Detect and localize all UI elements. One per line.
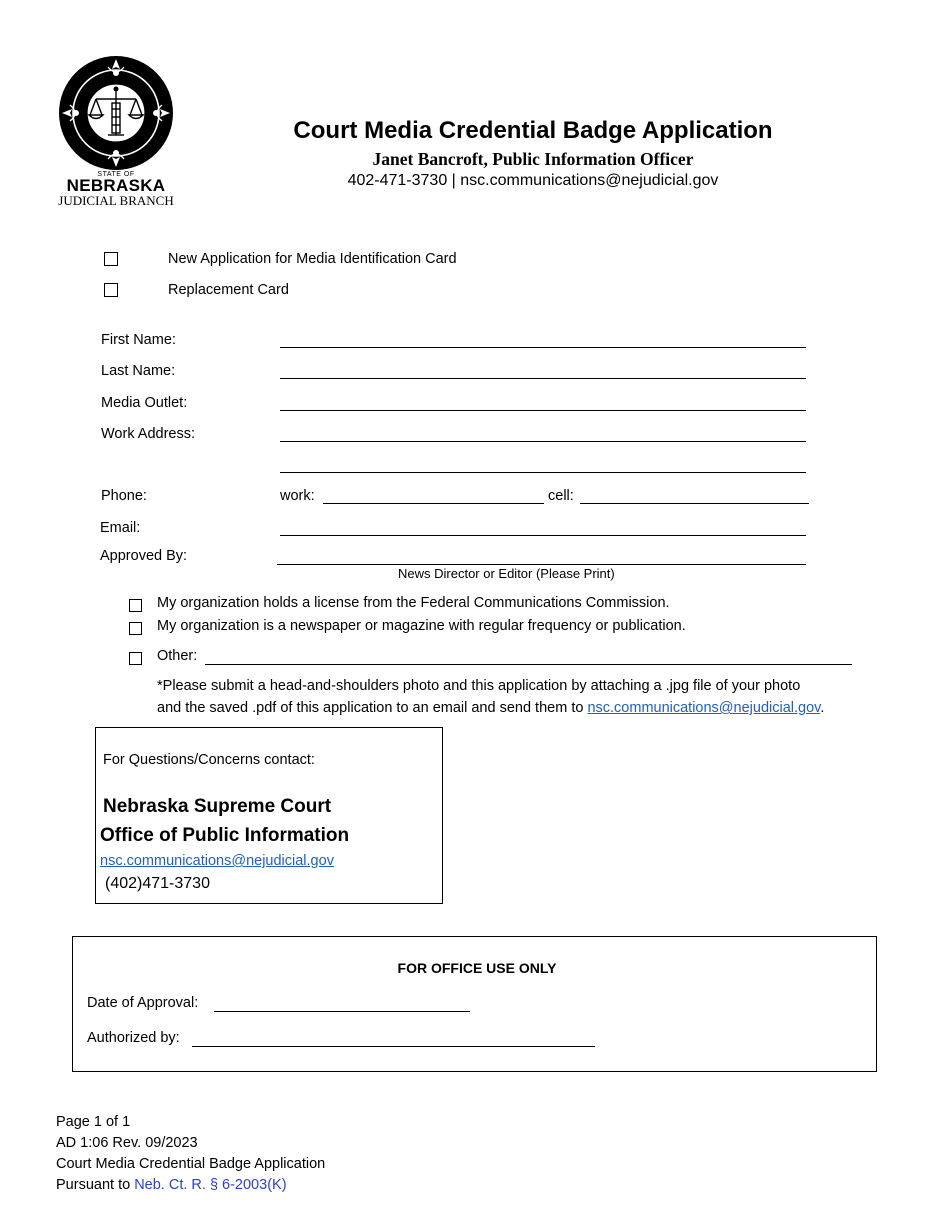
work-phone-field[interactable] [323, 503, 544, 504]
date-of-approval-label: Date of Approval: [87, 995, 199, 1011]
header-email: nsc.communications@nejudicial.gov [460, 172, 719, 189]
footer-page: Page 1 of 1 [56, 1114, 131, 1130]
media-outlet-label: Media Outlet: [101, 395, 188, 411]
contact-phone: (402)471-3730 [105, 875, 210, 892]
email-field[interactable] [280, 535, 806, 536]
newspaper-label: My organization is a newspaper or magazine with regular frequency or publication. [157, 618, 686, 634]
email-label: Email: [100, 520, 141, 536]
seal-state-of: STATE OF [97, 171, 135, 178]
footer-pursuant [56, 1177, 287, 1193]
date-of-approval-field[interactable] [214, 1011, 470, 1012]
replacement-card-label: Replacement Card [168, 282, 289, 298]
fcc-license-label: My organization holds a license from the Federal Communications Commission. [157, 595, 670, 611]
cell-phone-label: cell: [548, 488, 574, 504]
other-checkbox[interactable] [129, 652, 142, 665]
seal-state-name: NEBRASKA [66, 176, 166, 195]
other-field[interactable] [205, 664, 852, 665]
authorized-by-field[interactable] [192, 1046, 595, 1047]
instructions-email-link[interactable]: nsc.communications@nejudicial.gov [587, 700, 821, 716]
header-contact [348, 172, 719, 190]
officer-name: Janet Bancroft, Public Information Officer [372, 149, 694, 169]
newspaper-checkbox[interactable] [129, 622, 142, 635]
last-name-field[interactable] [280, 378, 806, 379]
footer-form-name: Court Media Credential Badge Application [56, 1156, 326, 1172]
header-separator: | [451, 172, 456, 189]
cell-phone-field[interactable] [580, 503, 809, 504]
fcc-license-checkbox[interactable] [129, 599, 142, 612]
instructions-text: and the saved .pdf of this application to an email and send them to [157, 700, 584, 716]
work-address-field-line1[interactable] [280, 441, 806, 442]
media-outlet-field[interactable] [280, 410, 806, 411]
replacement-card-checkbox[interactable] [104, 283, 118, 297]
contact-org-line1: Nebraska Supreme Court [103, 796, 332, 817]
approved-by-caption: News Director or Editor (Please Print) [398, 566, 615, 581]
instructions-period: . [820, 700, 825, 716]
new-application-label: New Application for Media Identification Card [168, 251, 457, 267]
footer-rule-link[interactable]: Neb. Ct. R. § 6-2003(K) [134, 1177, 287, 1193]
approved-by-field[interactable] [277, 564, 806, 565]
seal-branch-name: JUDICIAL BRANCH [58, 193, 174, 208]
judicial-seal-logo [58, 55, 174, 171]
work-address-label: Work Address: [101, 426, 196, 442]
last-name-label: Last Name: [101, 363, 176, 379]
footer-form-id: AD 1:06 Rev. 09/2023 [56, 1135, 198, 1151]
work-phone-label: work: [280, 488, 315, 504]
header-phone: 402-471-3730 [347, 172, 448, 189]
new-application-checkbox[interactable] [104, 252, 118, 266]
office-use-title: FOR OFFICE USE ONLY [397, 960, 557, 976]
contact-email-link[interactable]: nsc.communications@nejudicial.gov [100, 853, 334, 869]
other-label: Other: [157, 648, 198, 664]
first-name-field[interactable] [280, 347, 806, 348]
approved-by-label: Approved By: [100, 548, 188, 564]
instructions-line2 [157, 700, 824, 716]
contact-heading: For Questions/Concerns contact: [103, 752, 315, 768]
instructions-line1: *Please submit a head-and-shoulders photo and this application by attaching a .jpg file of your photo [157, 678, 801, 694]
first-name-label: First Name: [101, 332, 176, 348]
contact-org-line2: Office of Public Information [100, 825, 350, 846]
work-address-field-line2[interactable] [280, 472, 806, 473]
footer-pursuant-prefix: Pursuant to [56, 1177, 131, 1193]
phone-label: Phone: [101, 488, 147, 504]
authorized-by-label: Authorized by: [87, 1030, 180, 1046]
form-title: Court Media Credential Badge Application [293, 117, 773, 144]
